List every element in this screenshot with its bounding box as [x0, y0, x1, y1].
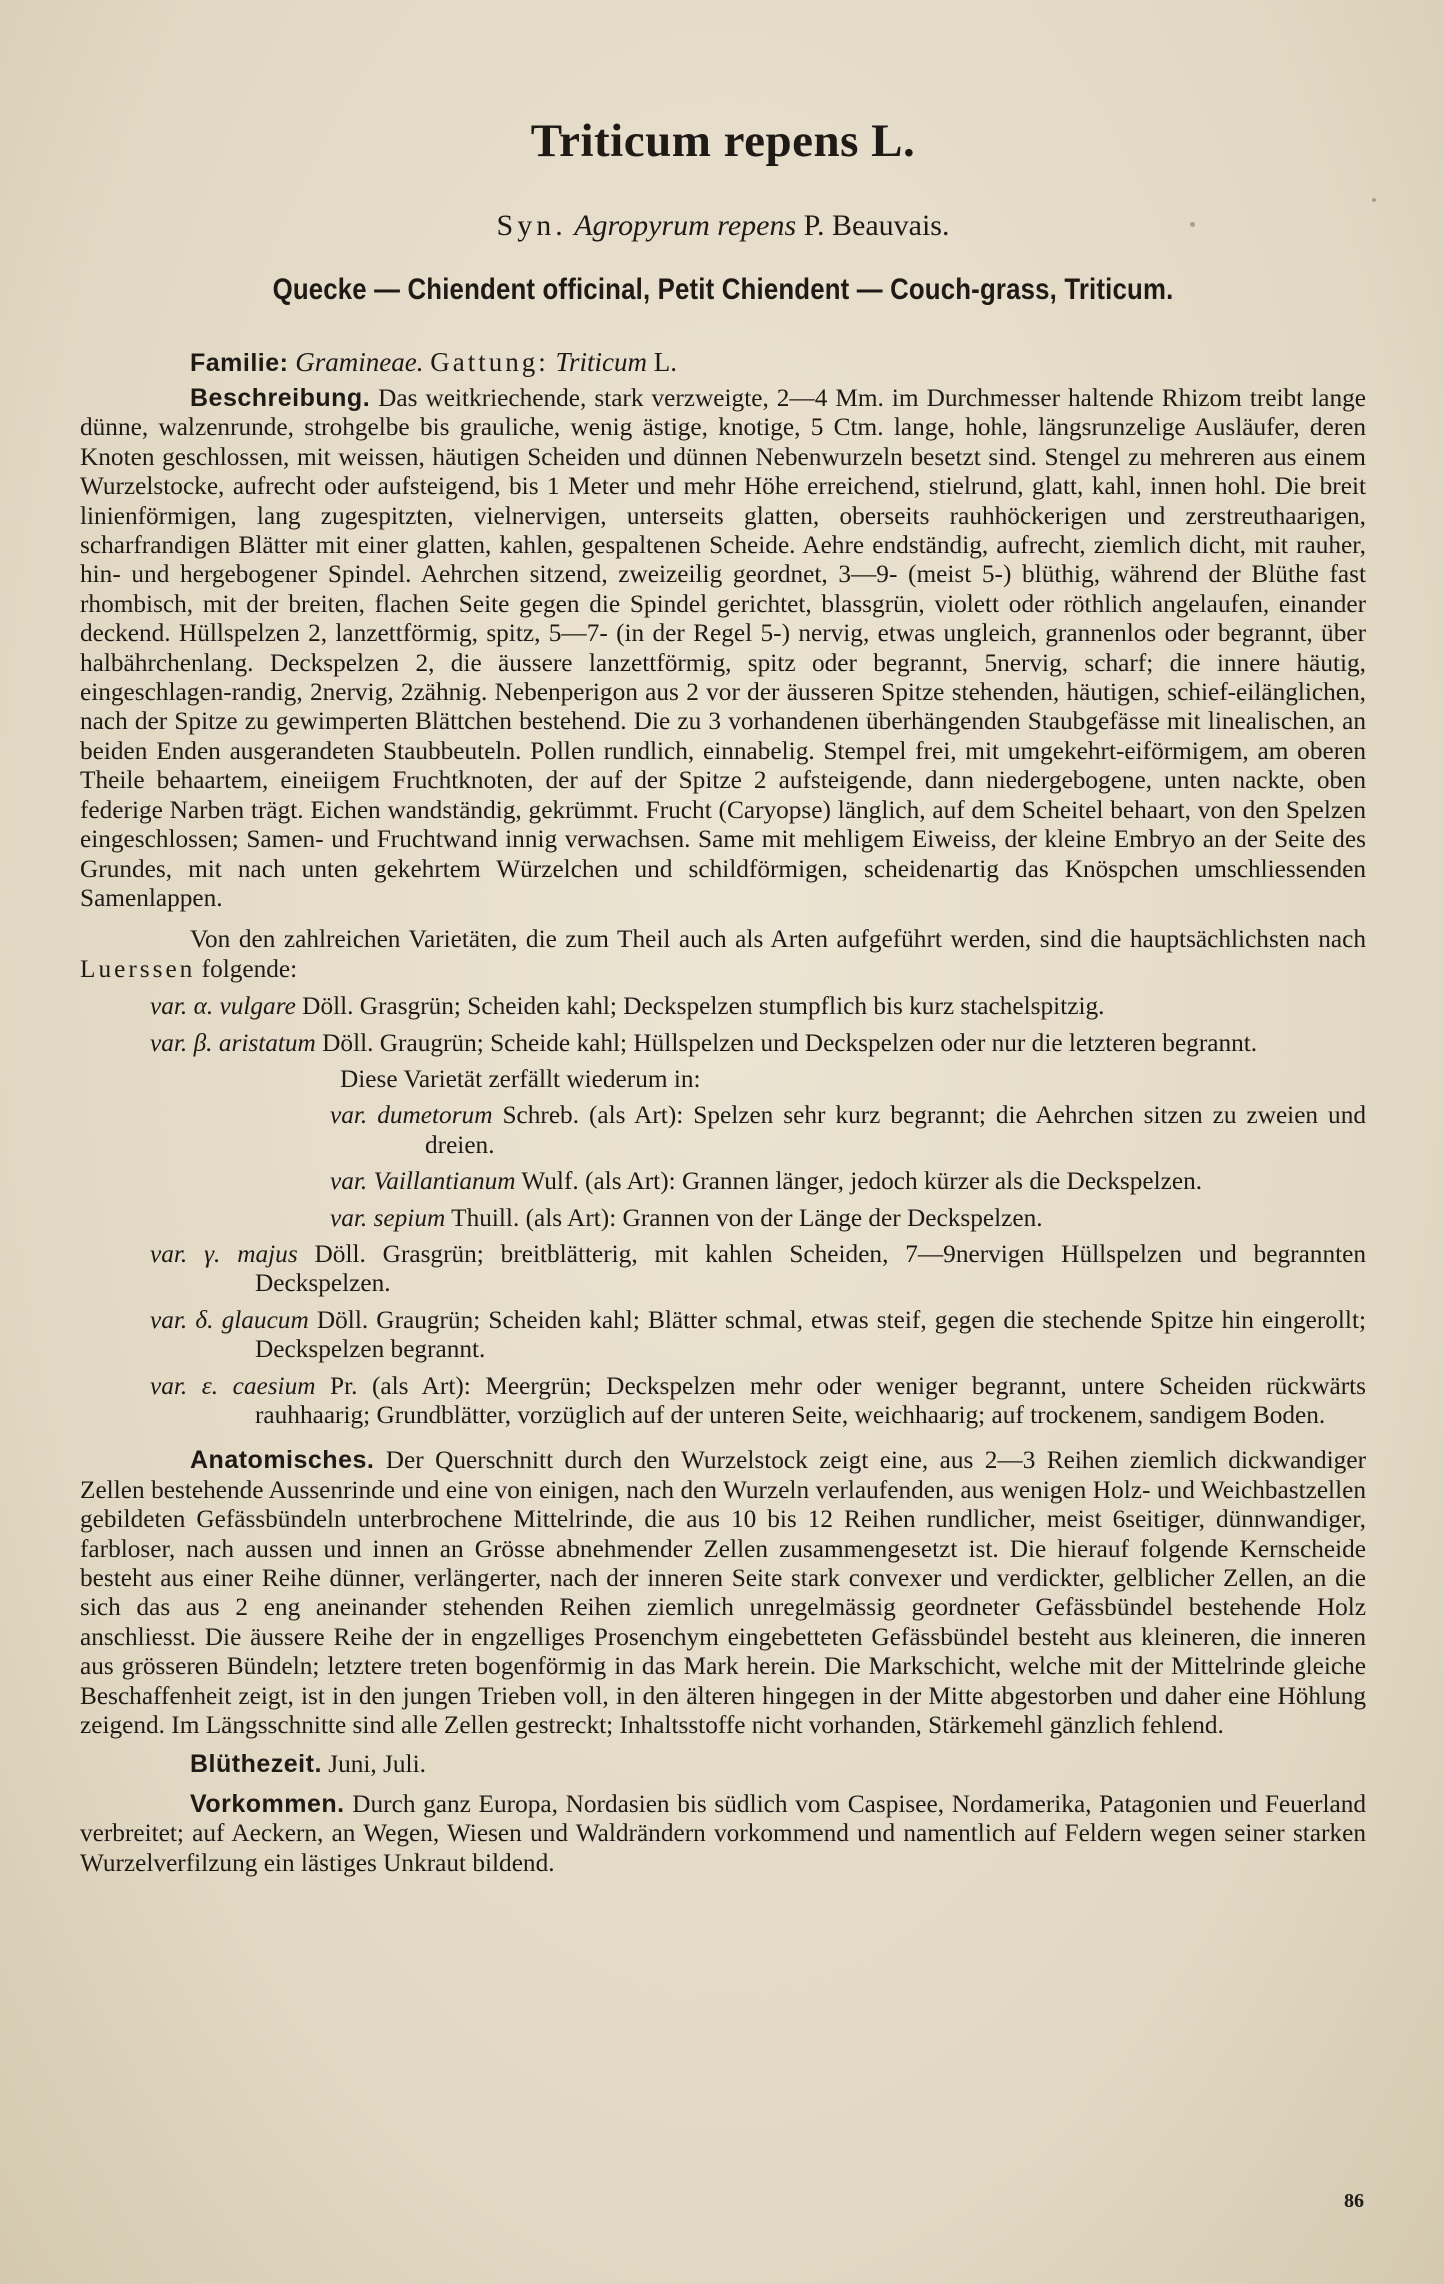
synonym-author: P. Beauvais. [803, 209, 950, 242]
genus-author: L. [653, 347, 677, 377]
beschreibung-label: Beschreibung. [190, 384, 371, 412]
variety-text: Wulf. (als Art): Grannen länger, jedoch kürzer als die Deckspelzen. [521, 1167, 1203, 1196]
variety-prefix: var. [330, 1167, 368, 1196]
anatomisches-text: Der Querschnitt durch den Wurzelstock zeigt eine, aus 2—3 Reihen ziemlich dickwandiger Zellen bestehende Aussenrinde und eine von einigen, nach den Wurzeln verlaufenden, aus wenigen Holz- und Weichbastzellen gebildeten Gefässbündeln unterbrochene Mittelrinde, die aus 10 bis 12 Reihen rundlicher, meist 6seitiger, dünnwandiger, farbloser, nach aussen und innen an Grösse abnehmender Zellen zusammengesetzt ist. Die hierauf folgende Kernscheide besteht aus einer Reihe dünner, verlängerter, nach der inneren Seite stark convexer und verdickter, gelblicher Zellen, an die sich das aus 2 eng aneinander stehenden Reihen ziemlich unregelmässig geordneter Gefässbündel bestehende Holz anschliesst. Die äussere Reihe der in engzelliges Prosenchym eingebetteten Gefässbündel besteht aus kleineren, die inneren aus grösseren Bündeln; letztere treten bogenförmig in das Mark herein. Die Markschicht, welche mit der Mittelrinde gleiche Beschaffenheit zeigt, ist in den jungen Trieben voll, in den älteren hingegen in der Mitte abgestorben und daher eine Höhlung zeigend. Im Längsschnitte sind alle Zellen gestreckt; Inhaltsstoffe nicht vorhanden, Stärkemehl gänzlich fehlend. [80, 1446, 1366, 1740]
speck [1190, 222, 1195, 227]
variety-prefix: var. γ. [150, 1239, 221, 1268]
variety-item [80, 1029, 1366, 1058]
subvariety-item [80, 1101, 1366, 1160]
genus-label: Gattung: [430, 347, 549, 377]
variety-name: sepium [373, 1203, 446, 1232]
common-names: Quecke — Chiendent officinal, Petit Chiendent — Couch-grass, Triticum. [272, 273, 1174, 306]
variety-item [80, 1306, 1366, 1365]
variety-item [80, 992, 1366, 1021]
variety-name: glaucum [221, 1305, 309, 1334]
variety-name: caesium [232, 1371, 316, 1400]
variety-name: majus [237, 1239, 298, 1268]
beschreibung-paragraph [80, 384, 1366, 913]
variety-name: aristatum [218, 1028, 316, 1057]
synonym-line [80, 209, 1366, 243]
beschreibung-text: Das weitkriechende, stark verzweigte, 2—4 Mm. im Durchmesser haltende Rhizom treibt lange dünne, walzenrunde, strohgelbe bis grauliche, wenig ästige, knotige, 5 Ctm. lange, hohle, längsrunzelige Ausläufer, deren Knoten geschlossen, mit weissen, häutigen Scheiden und dünnen Nebenwurzeln besetzt sind. Stengel zu mehreren aus einem Wurzelstocke, aufrecht oder aufsteigend, bis 1 Meter und mehr Höhe erreichend, stielrund, glatt, kahl, innen hohl. Die breit linienförmigen, lang zugespitzten, vielnervigen, unterseits glatten, oberseits rauhhöckerigen und zerstreuthaarigen, scharfrandigen Blätter mit einer glatten, kahlen, gespaltenen Scheide. Aehre endständig, aufrecht, ziemlich dicht, mit rauher, hin- und hergebogener Spindel. Aehrchen sitzend, zweizeilig geordnet, 3—9- (meist 5-) blüthig, während der Blüthe fast rhombisch, mit der breiten, flachen Seite gegen die Spindel gerichtet, blassgrün, violett oder röthlich angelaufen, einander deckend. Hüllspelzen 2, lanzettförmig, spitz, 5—7- (in der Regel 5-) nervig, etwas ungleich, grannenlos oder begrannt, über halbährchenlang. Deckspelzen 2, die äussere lanzettförmig, spitz oder begrannt, 5nervig, scharf; die innere häutig, eingeschlagen-randig, 2nervig, 2zähnig. Nebenperigon aus 2 vor der äusseren Spitze stehenden, häutigen, schief-eilänglichen, nach der Spitze zu gewimperten Blättchen bestehend. Die zu 3 vorhandenen überhängenden Staubgefässe mit linealischen, an beiden Enden ausgerandeten Staubbeuteln. Pollen rundlich, einnabelig. Stempel frei, mit umgekehrt-eiförmigem, am oberen Theile behaartem, eineiigem Fruchtknoten, der auf der Spitze 2 aufsteigende, dann niedergebogene, unten nackte, oben federige Narben trägt. Eichen wandständig, gekrümmt. Frucht (Caryopse) länglich, auf dem Scheitel behaart, von den Spelzen eingeschlossen; Samen- und Fruchtwand innig verwachsen. Same mit mehligem Eiweiss, der kleine Embryo an der Seite des Grundes, mit nach unten gekehrtem Würzelchen und schildförmigen, scheidenartig das Knöspchen umschliessenden Samenlappen. [80, 384, 1366, 912]
synonym-name: Agropyrum repens [574, 209, 797, 242]
variety-name: vulgare [219, 992, 296, 1021]
varieties-intro [80, 925, 1366, 984]
variety-text: Thuill. (als Art): Grannen von der Länge der Deckspelzen. [451, 1203, 1043, 1232]
variety-text: Pr. (als Art): Meergrün; Deckspelzen mehr oder weniger begrannt, untere Scheiden rückwärts rauhhaarig; Grundblätter, vorzüglich auf der unteren Seite, weichhaarig; auf trockenem, sandigem Boden. [255, 1371, 1366, 1429]
vorkommen-text: Durch ganz Europa, Nordasien bis südlich vom Caspisee, Nordamerika, Patagonien und Feuerland verbreitet; auf Aeckern, an Wegen, Wiesen und Waldrändern vorkommend und namentlich auf Feldern wegen seiner starken Wurzelverfilzung ein lästiges Unkraut bildend. [80, 1789, 1366, 1877]
variety-prefix: var. α. [150, 992, 214, 1021]
vorkommen-paragraph [80, 1790, 1366, 1878]
page-title: Triticum repens L. [530, 115, 916, 167]
subvariety-item [80, 1167, 1366, 1196]
variety-name: dumetorum [377, 1101, 493, 1130]
page-number: 86 [1344, 2190, 1364, 2212]
vorkommen-label: Vorkommen. [190, 1789, 345, 1818]
bluethezeit-label: Blüthezeit. [190, 1750, 322, 1779]
variety-item [80, 1372, 1366, 1431]
speck [1372, 198, 1376, 202]
variety-prefix: var. ε. [150, 1371, 219, 1400]
varieties-intro-after: folgende: [201, 954, 298, 983]
varieties-intro-before: Von den zahlreichen Varietäten, die zum Theil auch als Arten aufgeführt werden, sind die hauptsächlichsten nach [190, 925, 1366, 954]
variety-text: Döll. Graugrün; Scheide kahl; Hüllspelzen und Deckspelzen oder nur die letzteren begrannt. [322, 1028, 1258, 1057]
variety-prefix: var. δ. [150, 1305, 214, 1334]
variety-prefix: var. [330, 1101, 368, 1130]
variety-text: Döll. Grasgrün; Scheiden kahl; Deckspelzen stumpflich bis kurz stachelspitzig. [302, 992, 1105, 1021]
synonym-prefix: Syn. [496, 209, 567, 242]
variety-name: Vaillantianum [373, 1167, 516, 1196]
variety-item [80, 1240, 1366, 1299]
anatomisches-label: Anatomisches. [190, 1446, 375, 1475]
variety-prefix: var. [330, 1203, 368, 1232]
subvariety-item [80, 1204, 1366, 1233]
variety-text: Döll. Graugrün; Scheiden kahl; Blätter schmal, etwas steif, gegen die stechende Spitze hin eingerollt; Deckspelzen begrannt. [255, 1305, 1367, 1364]
genus-value: Triticum [555, 347, 647, 377]
bluethezeit-line [80, 1750, 1366, 1779]
variety-text: Schreb. (als Art): Spelzen sehr kurz begrannt; die Aehrchen sitzen zu zweien und dreien. [425, 1101, 1366, 1159]
family-value: Gramineae. [295, 347, 424, 377]
bluethezeit-text: Juni, Juli. [328, 1750, 426, 1779]
variety-list [80, 992, 1366, 1430]
family-line [190, 347, 1366, 378]
subvariety-note: Diese Varietät zerfällt wiederum in: [340, 1064, 701, 1093]
varieties-intro-author: Luerssen [80, 954, 196, 983]
anatomisches-paragraph [80, 1446, 1366, 1740]
variety-text: Döll. Grasgrün; breitblätterig, mit kahlen Scheiden, 7—9nervigen Hüllspelzen und begrannten Deckspelzen. [255, 1239, 1367, 1298]
variety-prefix: var. β. [150, 1028, 213, 1057]
family-label: Familie: [190, 349, 289, 377]
